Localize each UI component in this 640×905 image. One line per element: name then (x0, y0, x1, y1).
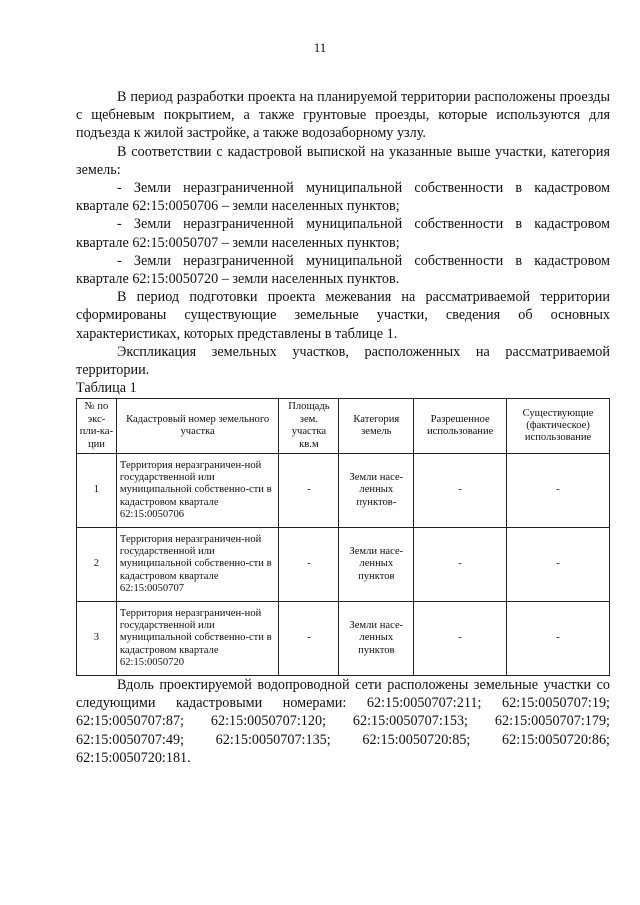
cell-number: 1 (77, 454, 117, 528)
table-caption: Таблица 1 (76, 380, 137, 397)
cell-permitted-use: - (414, 528, 507, 602)
document-body (76, 88, 610, 767)
header-permitted-use: Разрешенное использование (414, 399, 507, 454)
cell-category: Земли насе-ленных пунктов (339, 602, 414, 676)
page-number: 11 (313, 40, 327, 55)
header-category: Категория земель (339, 399, 414, 454)
cell-category: Земли насе-ленных пунктов (339, 528, 414, 602)
list-item: - Земли неразграниченной муниципальной собственности в кадастровом квартале 62:15:0050707 – земли населенных пунктов; (76, 216, 610, 251)
list-item: - Земли неразграниченной муниципальной собственности в кадастровом квартале 62:15:0050706 – земли населенных пунктов; (76, 180, 610, 215)
cell-permitted-use: - (414, 602, 507, 676)
cell-number: 2 (77, 528, 117, 602)
table-header-row (77, 399, 610, 454)
cell-category: Земли насе-ленных пунктов- (339, 454, 414, 528)
header-actual-use: Существующие (фактическое) использование (507, 399, 610, 454)
paragraph: Экспликация земельных участков, расположенных на рассматриваемой территории. (76, 343, 610, 379)
table-row (77, 528, 610, 602)
header-area: Площадь зем. участка кв.м (279, 399, 339, 454)
cell-territory: Территория неразграничен-ной государственной или муниципальной собственно-сти в кадастровом квартале 62:15:0050706 (116, 454, 279, 528)
explication-table (76, 398, 610, 676)
header-number: № по экс-пли-ка-ции (77, 399, 117, 454)
cell-territory: Территория неразграничен-ной государственной или муниципальной собственно-сти в кадастровом квартале 62:15:0050720 (116, 602, 279, 676)
cell-area: - (279, 528, 339, 602)
table-row (77, 454, 610, 528)
cell-permitted-use: - (414, 454, 507, 528)
cell-actual-use: - (507, 528, 610, 602)
paragraph: В соответствии с кадастровой выпиской на указанные выше участки, категория земель: (76, 143, 610, 178)
list-item: - Земли неразграниченной муниципальной собственности в кадастровом квартале 62:15:0050720 – земли населенных пунктов. (76, 252, 610, 288)
cell-actual-use: - (507, 602, 610, 676)
cell-area: - (279, 454, 339, 528)
paragraph: В период подготовки проекта межевания на рассматриваемой территории сформированы существующие земельные участки, сведения об основных характеристиках, которых представлены в таблице 1. (76, 289, 610, 342)
cell-area: - (279, 602, 339, 676)
header-cadastral-number: Кадастровый номер земельного участка (116, 399, 279, 454)
table-row (77, 602, 610, 676)
paragraph: Вдоль проектируемой водопроводной сети расположены земельные участки со следующими кадастровыми номерами: 62:15:0050707:211; 62:15:0050707:19; 62:15:0050707:87; 62:15:0050707:120; 62:15:0050707:153; 62:15:0050707:179; 62:15:0050707:49; 62:15:0050707:135; 62:15:0050720:85; 62:15:0050720:86; 62:15:0050720:181. (76, 677, 610, 766)
cell-number: 3 (77, 602, 117, 676)
paragraph: В период разработки проекта на планируемой территории расположены проезды с щебневым покрытием, а также грунтовые проезды, которые используются для подъезда к жилой застройке, а также водозаборному узлу. (76, 89, 610, 142)
cell-territory: Территория неразграничен-ной государственной или муниципальной собственно-сти в кадастровом квартале 62:15:0050707 (116, 528, 279, 602)
cell-actual-use: - (507, 454, 610, 528)
